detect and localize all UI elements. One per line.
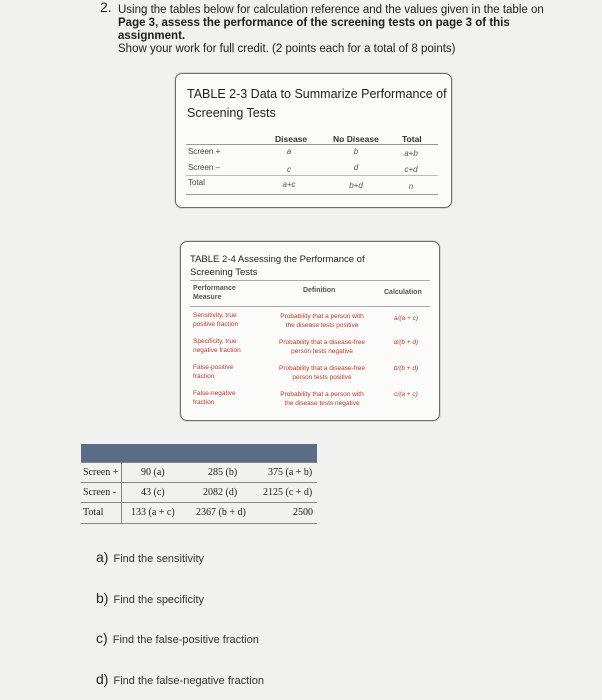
- definition-specificity: Probability that a disease-free person tests negative: [279, 339, 365, 355]
- definition-false-negative: Probability that a person with the disease tests negative: [280, 391, 364, 407]
- header-definition: Definition: [303, 287, 336, 294]
- table-2-3-title-line2: Screening Tests: [187, 106, 276, 120]
- screening-table-header: [81, 444, 317, 462]
- header-calculation: Calculation: [384, 289, 422, 296]
- cell-a-plus-b: a+b: [404, 149, 418, 158]
- measure-false-negative: False-negative fraction: [193, 390, 236, 406]
- measure-false-positive: False-positive fraction: [193, 364, 234, 380]
- table-row: [81, 482, 317, 503]
- subquestion-a: [96, 549, 204, 565]
- subquestion-text: Find the false-negative fraction: [113, 675, 264, 687]
- definition-sensitivity: Probability that a person with the disease tests positive: [280, 313, 364, 329]
- calculation-false-negative: c/(a + c): [394, 391, 418, 398]
- cell-n: n: [408, 182, 414, 191]
- cell-n-value: 2500: [293, 507, 313, 518]
- header-total: Total: [402, 134, 422, 144]
- calculation-sensitivity: a/(a + c): [393, 315, 419, 322]
- row-label-screen-neg: Screen –: [188, 163, 221, 172]
- subquestion-letter: a): [96, 549, 109, 565]
- cell-b-value: 285 (b): [208, 467, 238, 478]
- cell-a: a: [286, 147, 292, 156]
- row-label-total: Total: [188, 178, 205, 187]
- measure-sensitivity: Sensitivity, true positive fraction: [193, 312, 239, 328]
- table-2-4-title: [190, 253, 365, 279]
- row-label-screen-pos: Screen +: [188, 147, 221, 156]
- table-2-4-card: [180, 241, 440, 421]
- definition-false-positive: Probability that a disease-free person tests positive: [279, 365, 365, 381]
- header-no-disease: No Disease: [333, 134, 379, 144]
- table-2-4-title-line1: TABLE 2-4 Assessing the Performance of: [190, 254, 365, 265]
- header-measure: Measure: [193, 294, 222, 301]
- cell-ac-value: 133 (a + c): [131, 507, 175, 518]
- cell-d-value: 2082 (d): [203, 487, 238, 498]
- cell-b-plus-d: b+d: [349, 181, 363, 190]
- question-line-2: Page 3, assess the performance of the screening tests on page 3 of this assignment.: [118, 17, 510, 42]
- cell-c: c: [287, 165, 291, 174]
- subquestion-text: Find the false-positive fraction: [112, 634, 259, 646]
- cell-b: b: [353, 147, 359, 156]
- subquestion-d: [96, 671, 264, 687]
- table-2-4-title-line2: Screening Tests: [190, 267, 258, 278]
- subquestion-c: [96, 630, 259, 646]
- row-label: Screen -: [83, 487, 117, 498]
- table-2-3-title: [187, 85, 447, 123]
- cell-bd-value: 2367 (b + d): [196, 507, 246, 518]
- row-label: Screen +: [83, 467, 119, 478]
- subquestion-text: Find the specificity: [113, 594, 204, 606]
- table-row: [81, 462, 317, 483]
- subquestion-letter: c): [96, 630, 108, 646]
- table-2-3-title-line1: TABLE 2-3 Data to Summarize Performance of: [187, 87, 447, 101]
- cell-c-value: 43 (c): [141, 487, 165, 498]
- subquestion-letter: b): [96, 590, 109, 606]
- subquestion-letter: d): [96, 671, 109, 687]
- cell-a-value: 90 (a): [141, 467, 165, 478]
- question-line-1: Using the tables below for calculation reference and the values given in the table on: [118, 4, 544, 16]
- row-label: Total: [83, 507, 104, 518]
- calculation-specificity: d/(b + d): [393, 339, 419, 346]
- header-performance-measure: [193, 284, 236, 302]
- question-text: [100, 0, 570, 56]
- cell-d: d: [353, 163, 359, 172]
- header-performance: Performance: [193, 285, 236, 292]
- calculation-false-positive: b/(b + d): [393, 365, 419, 372]
- table-row: [81, 502, 317, 524]
- question-number: 2.: [100, 0, 112, 15]
- header-disease: Disease: [275, 134, 308, 144]
- cell-cd-value: 2125 (c + d): [263, 487, 313, 498]
- cell-a-plus-c: a+c: [282, 180, 296, 189]
- measure-specificity: Specificity, true negative fraction: [193, 338, 241, 354]
- subquestion-text: Find the sensitivity: [113, 553, 204, 565]
- subquestion-b: [96, 590, 204, 606]
- question-line-3: Show your work for full credit. (2 points each for a total of 8 points): [118, 43, 456, 55]
- cell-ab-value: 375 (a + b): [268, 467, 313, 478]
- cell-c-plus-d: c+d: [404, 165, 418, 174]
- table-2-3-card: [175, 73, 452, 208]
